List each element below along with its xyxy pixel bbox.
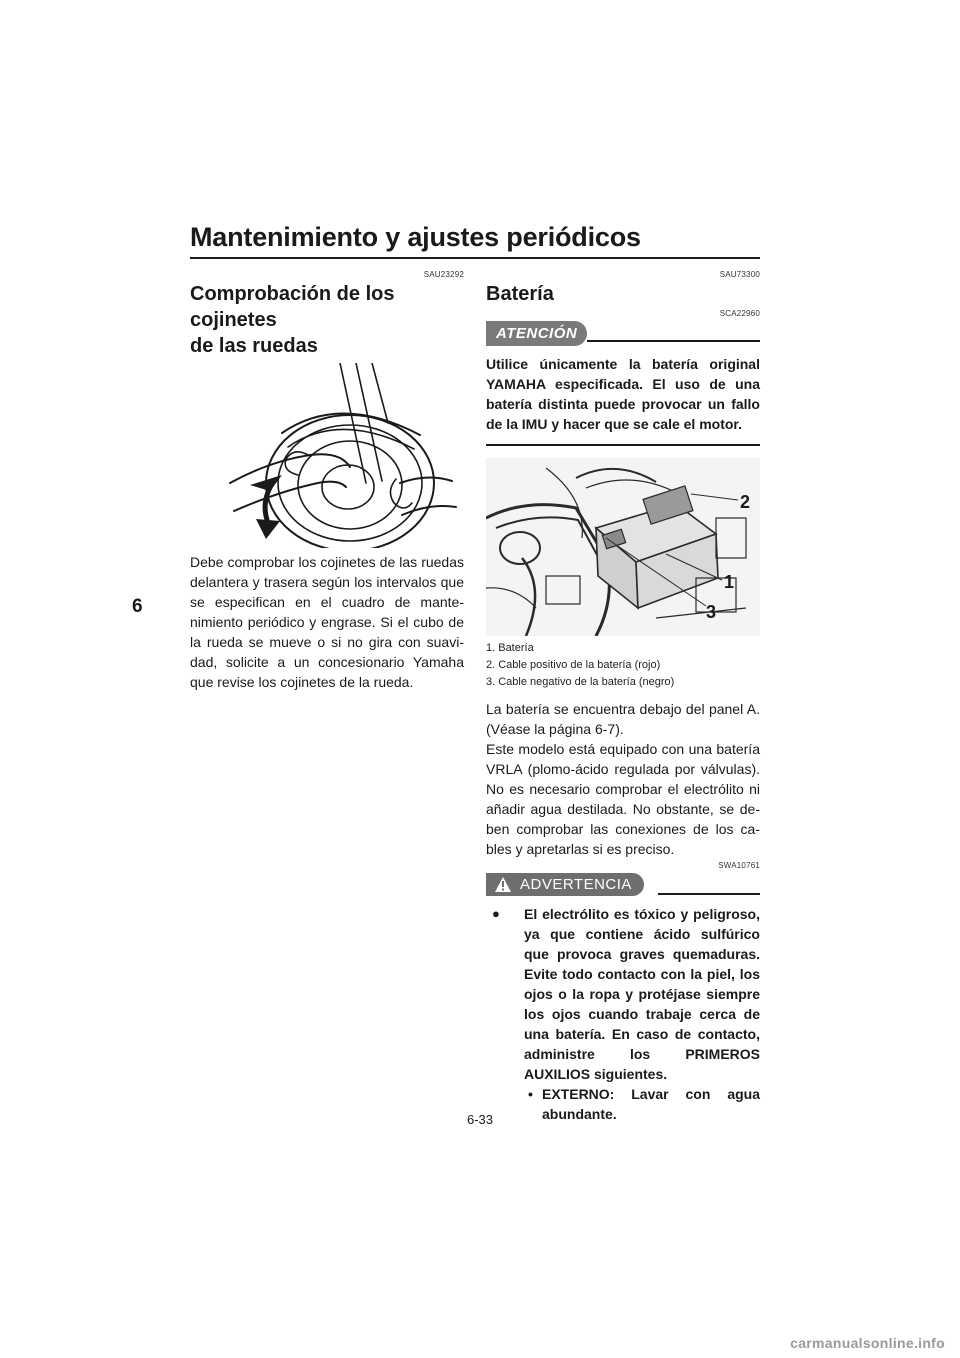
warning-item bbox=[486, 904, 760, 1124]
notice-badge: ATENCIÓN bbox=[486, 321, 587, 346]
left-column bbox=[190, 270, 464, 692]
warning-header bbox=[486, 873, 760, 896]
warning-badge bbox=[486, 873, 644, 896]
wheel-bearings-body: Debe comprobar los cojinetes de las ruedas delantera y trasera según los intervalos que se especifican en el cuadro de mantenimiento periódico y engrase. Si el cubo de la rueda se mueve o si no gira con suavidad, solicite a un concesionario Yamaha que revise los cojinetes de la rueda. bbox=[190, 554, 464, 690]
wheel-bearing-illustration bbox=[190, 363, 464, 548]
section-title-line1: Comprobación de los cojinetes bbox=[190, 283, 395, 331]
notice-code: SCA22960 bbox=[719, 309, 760, 318]
notice-rule bbox=[587, 340, 760, 342]
notice-text: Utilice únicamente la batería original YAMAHA especificada. El uso de una batería distinta puede provocar un fallo de la IMU y hacer que se cale el motor. bbox=[486, 356, 760, 432]
figure-legend bbox=[486, 640, 760, 691]
legend-item: 3. Cable negativo de la batería (negro) bbox=[486, 676, 675, 688]
section-title-battery: Batería bbox=[486, 283, 554, 305]
warning-item-text: El electrólito es tóxico y peligroso, ya que contiene ácido sulfúrico que provoca graves quemaduras. Evite todo contacto con la piel, los ojos o la ropa y protéjase siempre los ojos cuando trabaje cerca de una batería. En caso de contacto, administre los PRIMEROS AUXILIOS siguientes. bbox=[524, 906, 760, 1082]
right-column bbox=[486, 270, 760, 1124]
notice-header bbox=[486, 321, 760, 346]
callout-1: 1 bbox=[724, 572, 735, 592]
section-code: SAU73300 bbox=[719, 270, 760, 279]
sub-bullet-icon: • bbox=[528, 1086, 533, 1102]
header-rule bbox=[190, 257, 760, 259]
warning-code: SWA10761 bbox=[718, 861, 760, 870]
warning-label: ADVERTENCIA bbox=[520, 876, 632, 893]
section-code: SAU23292 bbox=[423, 270, 464, 279]
warning-sub-item-text: EXTERNO: Lavar con agua abundante. bbox=[542, 1086, 760, 1122]
legend-item: 1. Batería bbox=[486, 642, 534, 654]
section-title-wheel-bearings bbox=[190, 281, 464, 359]
warning-list bbox=[486, 904, 760, 1124]
legend-item: 2. Cable positivo de la batería (rojo) bbox=[486, 659, 661, 671]
warning-rule bbox=[658, 893, 760, 895]
battery-type-text: Este modelo está equipado con una batería VRLA (plomo-ácido regulada por válvulas). No es necesario comprobar el electrólito ni añadir agua destilada. No obstante, se deben comprobar las conexiones de los cables y apretarlas si es preciso. bbox=[486, 741, 760, 857]
warning-triangle-icon bbox=[494, 876, 512, 893]
footer-watermark: carmanualsonline.info bbox=[790, 1335, 945, 1351]
page-header-title: Mantenimiento y ajustes periódicos bbox=[190, 222, 641, 252]
section-title-line2: de las ruedas bbox=[190, 335, 318, 357]
page-number: 6-33 bbox=[466, 1112, 494, 1127]
chapter-tab: 6 bbox=[132, 596, 143, 617]
battery-location-photo bbox=[486, 458, 760, 636]
callout-2: 2 bbox=[740, 492, 751, 512]
callout-3: 3 bbox=[706, 602, 717, 622]
notice-bottom-rule bbox=[486, 444, 760, 446]
battery-location-text: La batería se encuentra debajo del panel A. (Véase la página 6-7). bbox=[486, 701, 760, 737]
bullet-icon: ● bbox=[492, 906, 500, 921]
